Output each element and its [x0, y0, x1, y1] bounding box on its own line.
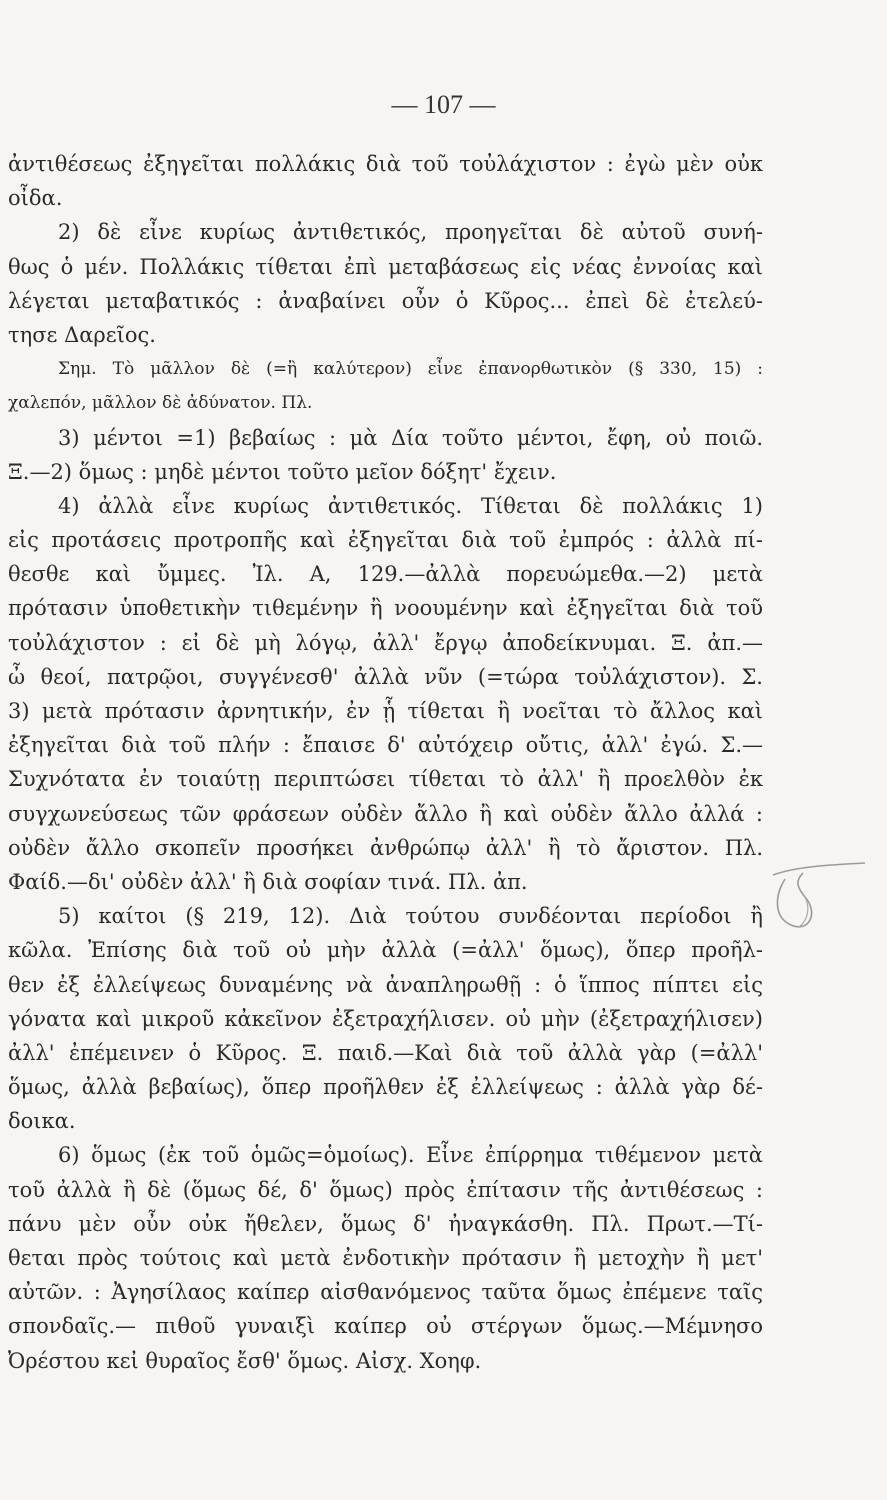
- text-line: σπονδαῖς.— πιθοῦ γυναιξὶ καίπερ οὐ στέργων ὅμως.—Μέμνησο: [8, 1314, 763, 1339]
- text-line: οἶδα.: [8, 186, 63, 211]
- text-line: αὐτῶν. : Ἀγησίλαος καίπερ αἰσθανόμενος ταῦτα ὅμως ἐπέμενε ταῖς: [8, 1280, 763, 1305]
- pencil-mark-icon: [755, 855, 875, 945]
- text-line: δοικα.: [8, 1109, 76, 1134]
- page-number: — 107 —: [391, 90, 496, 119]
- text-line: γόνατα καὶ μικροῦ κἀκεῖνον ἐξετραχήλισεν. οὐ μὴν (ἐξετραχήλισεν): [8, 1006, 763, 1031]
- text-line: Συχνότατα ἐν τοιαύτῃ περιπτώσει τίθεται τὸ ἀλλ' ἢ προελθὸν ἐκ: [8, 767, 763, 792]
- text-line: Ξ.—2) ὅμως : μηδὲ μέντοι τοῦτο μεῖον δόξητ' ἔχειν.: [8, 459, 557, 484]
- text-line: πάνυ μὲν οὖν οὐκ ἤθελεν, ὅμως δ' ἠναγκάσθη. Πλ. Πρωτ.—Τί-: [8, 1211, 763, 1236]
- text-line: εἰς προτάσεις προτροπῆς καὶ ἐξηγεῖται διὰ τοῦ ἐμπρός : ἀλλὰ πί-: [8, 528, 763, 553]
- text-line: 6) ὅμως (ἐκ τοῦ ὁμῶς=ὁμοίως). Εἶνε ἐπίρρημα τιθέμενον μετὰ: [58, 1143, 763, 1168]
- text-line: θως ὁ μέν. Πολλάκις τίθεται ἐπὶ μεταβάσεως εἰς νέας ἐννοίας καὶ: [8, 254, 763, 279]
- text-line: λέγεται μεταβατικός : ἀναβαίνει οὖν ὁ Κῦρος... ἐπεὶ δὲ ἐτελεύ-: [8, 288, 763, 313]
- note-line: Σημ. Τὸ μᾶλλον δὲ (=ἢ καλύτερον) εἶνε ἐπανορθωτικὸν (§ 330, 15) :: [58, 359, 763, 380]
- text-line: τησε Δαρεῖος.: [8, 322, 156, 347]
- text-line: 5) καίτοι (§ 219, 12). Διὰ τούτου συνδέονται περίοδοι ἢ: [58, 904, 763, 929]
- page-text: [8, 147, 763, 1378]
- text-line: ἀλλ' ἐπέμεινεν ὁ Κῦρος. Ξ. παιδ.—Καὶ διὰ τοῦ ἀλλὰ γὰρ (=ἀλλ': [8, 1040, 763, 1065]
- text-line: θεν ἐξ ἐλλείψεως δυναμένης νὰ ἀναπληρωθῇ : ὁ ἵππος πίπτει εἰς: [8, 972, 763, 997]
- text-line: κῶλα. Ἐπίσης διὰ τοῦ οὐ μὴν ἀλλὰ (=ἀλλ' ὅμως), ὅπερ προῆλ-: [8, 938, 763, 963]
- text-line: ὅμως, ἀλλὰ βεβαίως), ὅπερ προῆλθεν ἐξ ἐλλείψεως : ἀλλὰ γὰρ δέ-: [8, 1075, 763, 1100]
- text-line: θεσθε καὶ ὔμμες. Ἰλ. Α, 129.—ἀλλὰ πορευώμεθα.—2) μετὰ: [8, 562, 763, 587]
- text-line: 2) δὲ εἶνε κυρίως ἀντιθετικός, προηγεῖται δὲ αὐτοῦ συνή-: [58, 220, 763, 245]
- text-line: πρότασιν ὑποθετικὴν τιθεμένην ἢ νοουμένην καὶ ἐξηγεῖται διὰ τοῦ: [8, 596, 763, 621]
- text-line: οὐδὲν ἄλλο σκοπεῖν προσήκει ἀνθρώπῳ ἀλλ' ἢ τὸ ἄριστον. Πλ.: [8, 835, 763, 860]
- note-line: χαλεπόν, μᾶλλον δὲ ἀδύνατον. Πλ.: [8, 393, 313, 414]
- text-line: θεται πρὸς τούτοις καὶ μετὰ ἐνδοτικὴν πρότασιν ἢ μετοχὴν ἢ μετ': [8, 1246, 763, 1270]
- text-line: τοῦ ἀλλὰ ἢ δὲ (ὅμως δέ, δ' ὅμως) πρὸς ἐπίτασιν τῆς ἀντιθέσεως :: [8, 1177, 763, 1202]
- text-line: ὦ θεοί, πατρῷοι, συγγένεσθ' ἀλλὰ νῦν (=τώρα τοὐλάχιστον). Σ.: [8, 664, 763, 689]
- text-line: 3) μέντοι =1) βεβαίως : μὰ Δία τοῦτο μέντοι, ἔφη, οὐ ποιῶ.: [58, 425, 763, 450]
- text-line: 4) ἀλλὰ εἶνε κυρίως ἀντιθετικός. Τίθεται δὲ πολλάκις 1): [58, 493, 763, 518]
- text-line: ἐξηγεῖται διὰ τοῦ πλήν : ἔπαισε δ' αὐτόχειρ οὔτις, ἀλλ' ἐγώ. Σ.—: [8, 733, 763, 758]
- text-line: 3) μετὰ πρότασιν ἀρνητικήν, ἐν ᾗ τίθεται ἢ νοεῖται τὸ ἄλλος καὶ: [8, 699, 763, 723]
- text-line: τοὐλάχιστον : εἰ δὲ μὴ λόγῳ, ἀλλ' ἔργῳ ἀποδείκνυμαι. Ξ. ἀπ.—: [8, 630, 763, 655]
- text-line: Φαίδ.—δι' οὐδὲν ἀλλ' ἢ διὰ σοφίαν τινά. Πλ. ἀπ.: [8, 869, 528, 894]
- text-line: ἀντιθέσεως ἐξηγεῖται πολλάκις διὰ τοῦ τοὐλάχιστον : ἐγὼ μὲν οὐκ: [8, 152, 763, 176]
- text-line: Ὀρέστου κεἰ θυραῖος ἔσθ' ὅμως. Αἰσχ. Χοηφ.: [8, 1348, 482, 1373]
- text-line: συγχωνεύσεως τῶν φράσεων οὐδὲν ἄλλο ἢ καὶ οὐδὲν ἄλλο ἀλλά :: [8, 801, 763, 826]
